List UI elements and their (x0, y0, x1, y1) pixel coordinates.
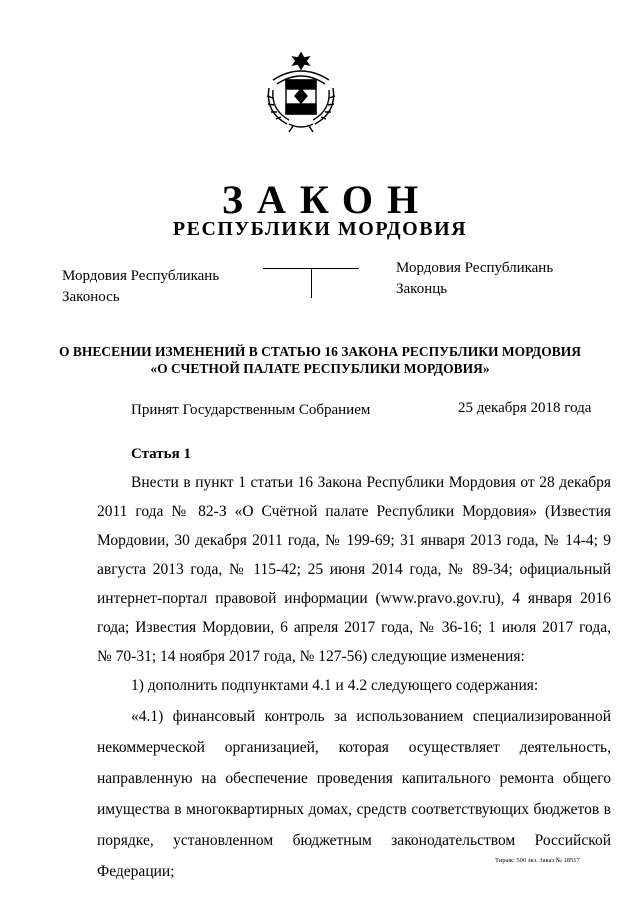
print-run-footer: Тираж: 500 экз. Заказ № 18517 (495, 857, 580, 864)
body-line: Мордовии, 30 декабря 2011 года, № 199-69; 31 января 2013 года, № 14-4; 9 (97, 532, 611, 549)
law-title-moksha (62, 266, 219, 308)
body-line: порядке, установленном бюджетным законодательством Российской (97, 832, 611, 849)
body-line: интернет-портал правовой информации (www.pravo.gov.ru), 4 января 2016 (97, 590, 611, 607)
lang-left-line-2: Законось (62, 289, 120, 305)
lang-left-line-1: Мордовия Республикань (62, 268, 220, 284)
body-line: имущества в многоквартирных домах, средств соответствующих бюджетов в (97, 801, 611, 818)
adopted-date: 25 декабря 2018 года (458, 400, 592, 416)
adopted-by: Принят Государственным Собранием (131, 402, 371, 418)
body-line: некоммерческой организацией, которая осуществляет деятельность, (97, 739, 611, 756)
body-line: Федерации; (97, 863, 175, 880)
body-line: направленную на обеспечение проведения капитального ремонта общего (97, 770, 611, 787)
body-line: № 70-31; 14 ноября 2017 года, № 127-56) следующие изменения: (97, 648, 525, 665)
lang-right-line-1: Мордовия Республикань (396, 260, 554, 276)
law-subtitle: РЕСПУБЛИКИ МОРДОВИЯ (172, 218, 468, 240)
body-line: августа 2013 года, № 115-42; 25 июня 2014 года, № 89-34; официальный (97, 561, 611, 578)
law-heading (0, 343, 640, 377)
body-line: Внести в пункт 1 статьи 16 Закона Республики Мордовия от 28 декабря (131, 474, 611, 491)
body-line: года; Известия Мордовии, 6 апреля 2017 года, № 36-16; 1 июля 2017 года, (97, 619, 611, 636)
article-title: Статья 1 (131, 446, 191, 462)
body-line: 1) дополнить подпунктами 4.1 и 4.2 следующего содержания: (131, 677, 539, 694)
body-line: 2011 года № 82-З «О Счётной палате Республики Мордовия» (Известия (97, 503, 611, 520)
lang-right-line-2: Законць (396, 281, 448, 297)
body-line: «4.1) финансовый контроль за использованием специализированной (131, 708, 611, 725)
divider-vertical (311, 268, 312, 298)
law-title-erzya (396, 258, 553, 300)
heading-line: О ВНЕСЕНИИ ИЗМЕНЕНИЙ В СТАТЬЮ 16 ЗАКОНА РЕСПУБЛИКИ МОРДОВИЯ (59, 344, 581, 359)
heading-line: «О СЧЕТНОЙ ПАЛАТЕ РЕСПУБЛИКИ МОРДОВИЯ» (150, 361, 490, 376)
coat-of-arms-icon (259, 50, 343, 134)
law-title: ЗАКОН (221, 177, 433, 222)
